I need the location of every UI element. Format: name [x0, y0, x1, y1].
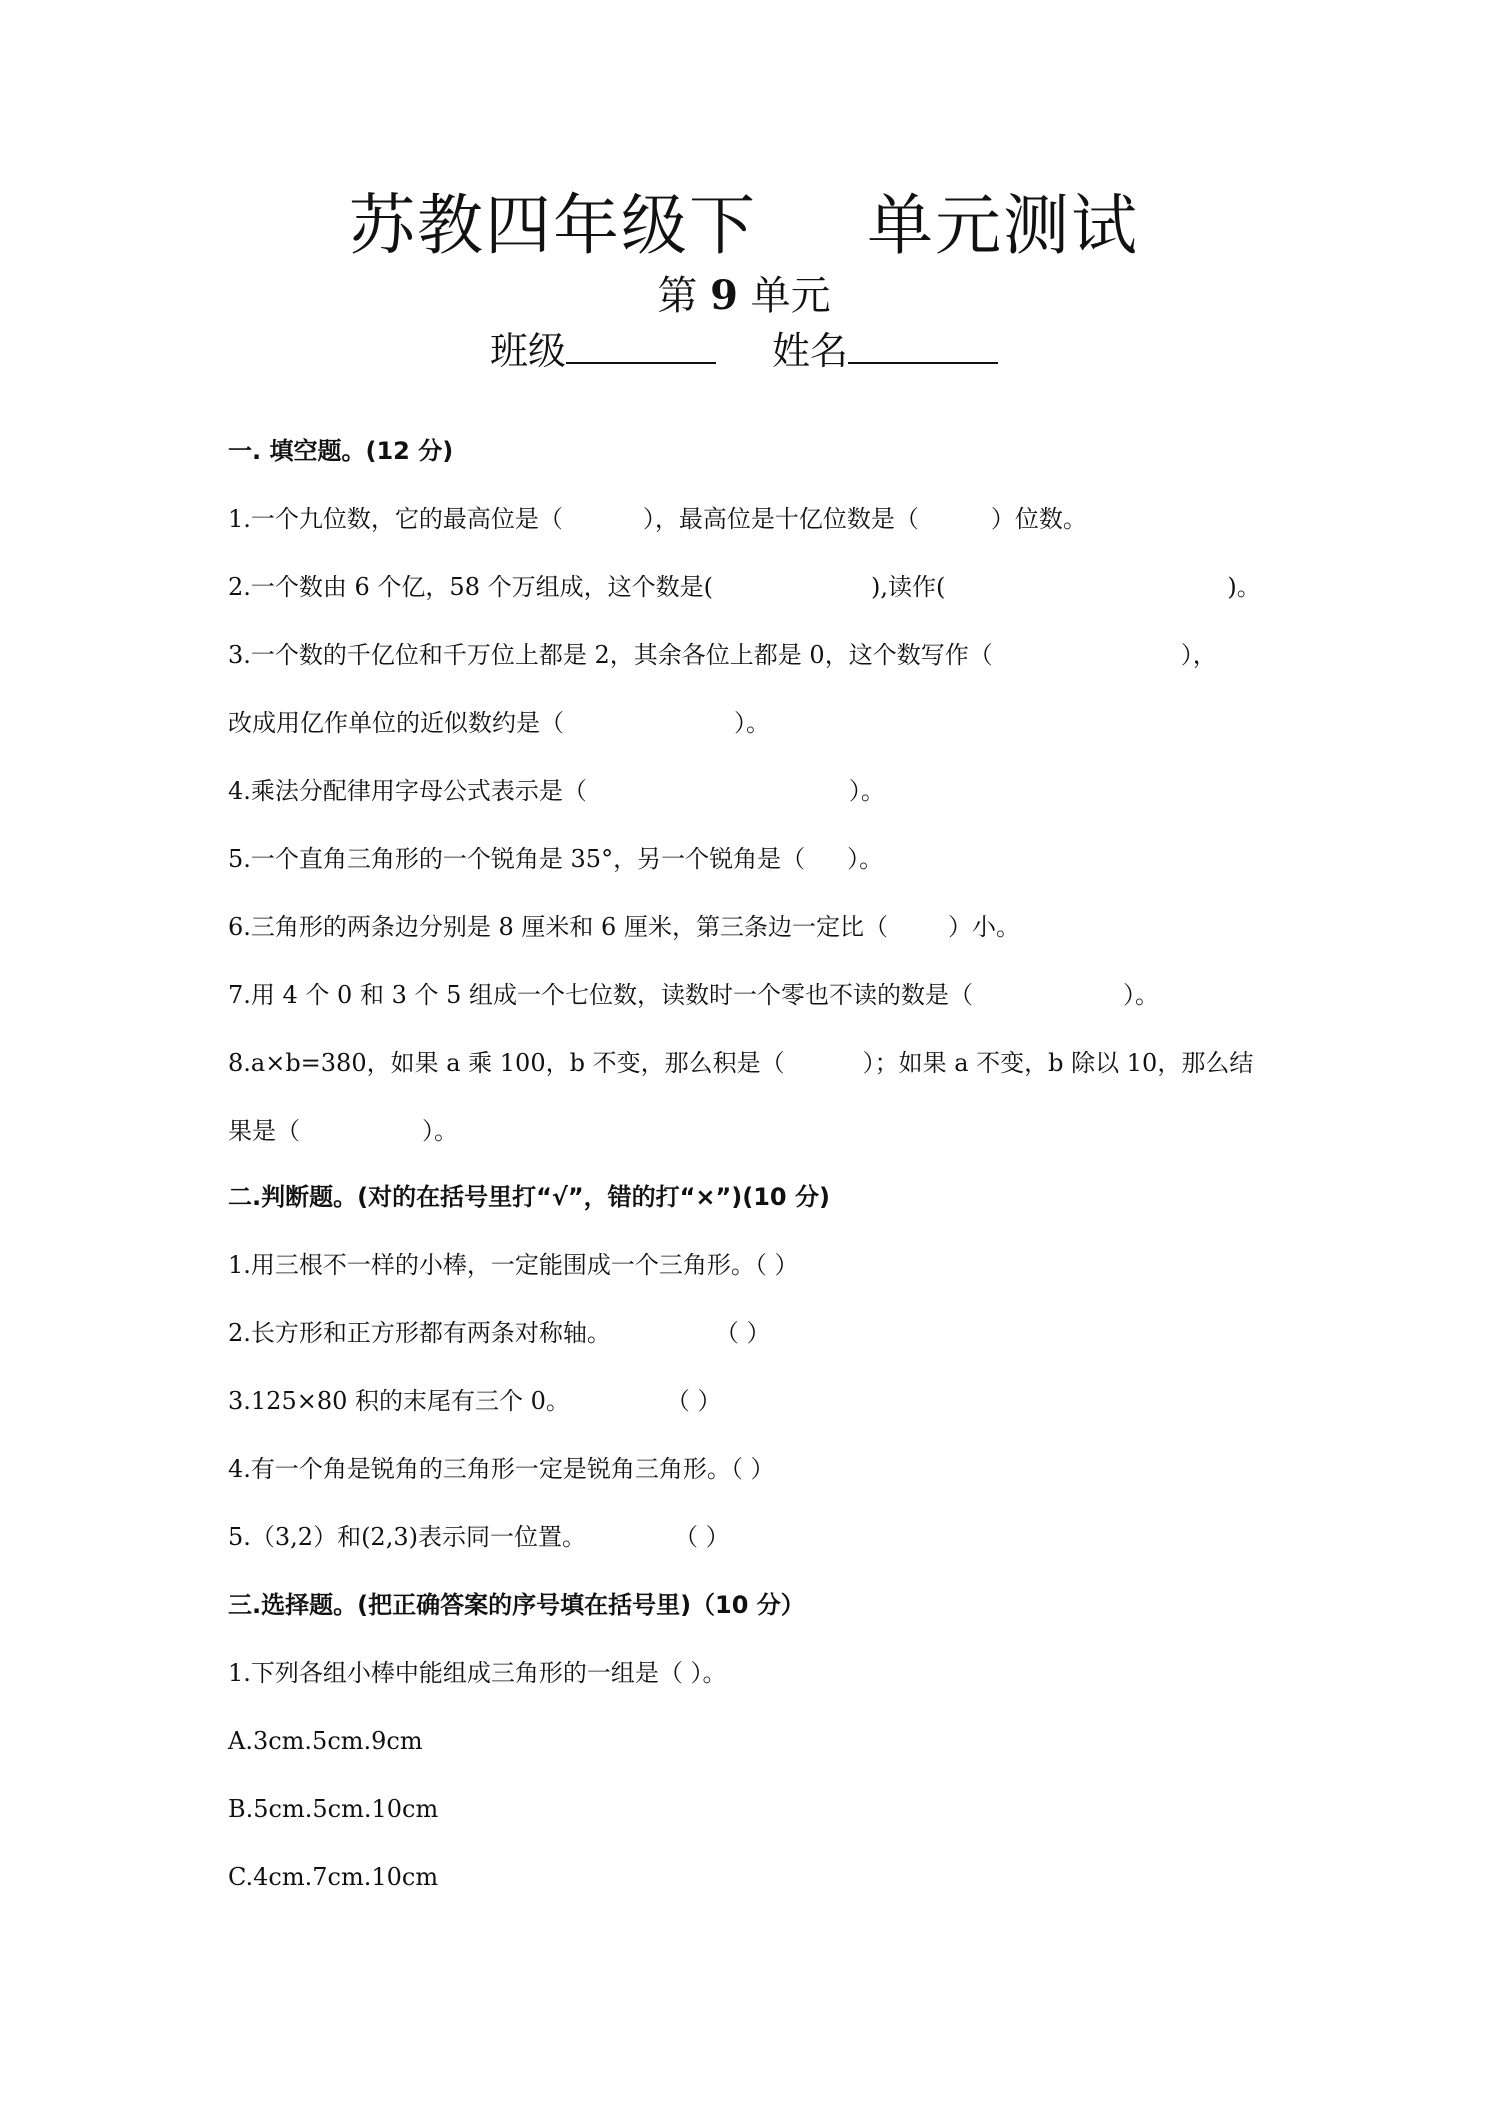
s2-q2-text: 2.长方形和正方形都有两条对称轴。 [228, 1319, 611, 1347]
s1-question-3-line2 [228, 706, 1308, 740]
s1-q4-part-a: 4.乘法分配律用字母公式表示是（ [228, 777, 587, 805]
s1-q5-part-a: 5.一个直角三角形的一个锐角是 35°，另一个锐角是（ [228, 845, 806, 873]
s2-question-1: 1.用三根不一样的小棒，一定能围成一个三角形。（ ） [228, 1251, 799, 1279]
subtitle-suffix: 单元 [750, 273, 831, 319]
s1-q7-part-a: 7.用 4 个 0 和 3 个 5 组成一个七位数，读数时一个零也不读的数是（ [228, 981, 974, 1009]
s2-q5-bracket: （ ） [673, 1523, 730, 1551]
s1-q3-part-a: 3.一个数的千亿位和千万位上都是 2，其余各位上都是 0，这个数写作（ [228, 641, 993, 669]
s2-q3-text: 3.125×80 积的末尾有三个 0。 [228, 1387, 570, 1415]
s3-option-b: B.5cm.5cm.10cm [228, 1795, 439, 1823]
s1-question-6 [228, 910, 1308, 944]
s2-q3-bracket: （ ） [665, 1387, 722, 1415]
s1-q2-part-a: 2.一个数由 6 个亿，58 个万组成，这个数是( [228, 573, 713, 601]
title-right: 单元测试 [867, 187, 1139, 264]
s1-q2-part-b: ),读作( [870, 573, 946, 601]
s2-question-4: 4.有一个角是锐角的三角形一定是锐角三角形。（ ） [228, 1455, 775, 1483]
s2-question-2 [228, 1316, 1308, 1350]
subtitle-number: 9 [710, 272, 738, 319]
s1-question-4 [228, 774, 1308, 808]
s2-question-3 [228, 1384, 1308, 1418]
class-label: 班级 [489, 329, 566, 373]
s1-q5-part-b: ）。 [847, 845, 884, 873]
s2-question-5 [228, 1520, 1308, 1554]
class-blank[interactable] [566, 322, 716, 364]
s1-q4-part-b: ）。 [848, 777, 885, 805]
name-blank[interactable] [848, 322, 998, 364]
s1-question-8-line2 [228, 1114, 1308, 1148]
s1-question-5 [228, 842, 1308, 876]
name-label: 姓名 [772, 329, 849, 373]
s1-q2-part-c: )。 [1227, 573, 1261, 601]
s2-q2-bracket: （ ） [714, 1319, 771, 1347]
s1-q8-line2-part-b: ）。 [422, 1117, 458, 1145]
s1-q6-part-a: 6.三角形的两条边分别是 8 厘米和 6 厘米，第三条边一定比（ [228, 913, 888, 941]
s1-question-1 [228, 502, 1308, 536]
s1-question-8 [228, 1046, 1308, 1080]
s1-q1-part-a: 1.一个九位数，它的最高位是（ [228, 505, 563, 533]
section3-heading: 三.选择题。(把正确答案的序号填在括号里)（10 分） [228, 1591, 805, 1619]
s3-option-c: C.4cm.7cm.10cm [228, 1863, 439, 1891]
s1-question-3 [228, 638, 1308, 672]
s1-q7-part-b: ）。 [1123, 981, 1160, 1009]
s1-question-2 [228, 570, 1308, 604]
subtitle-prefix: 第 [657, 273, 698, 319]
section1-heading: 一. 填空题。(12 分) [228, 437, 454, 465]
unit-subtitle [0, 268, 1488, 324]
page-title [0, 186, 1488, 266]
s1-q8-part-b: ）；如果 a 不变，b 除以 10，那么结 [862, 1049, 1254, 1077]
s1-q6-part-b: ）小。 [947, 913, 1020, 941]
s2-q5-text: 5.（3,2）和(2,3)表示同一位置。 [228, 1523, 586, 1551]
s1-q8-line2-part-a: 果是（ [228, 1117, 300, 1145]
s1-q3-line2-part-a: 改成用亿作单位的近似数约是（ [228, 709, 564, 737]
s1-q1-part-b: ），最高位是十亿位数是（ [642, 505, 919, 533]
s1-q3-line2-part-b: ）。 [734, 709, 770, 737]
s1-q8-part-a: 8.a×b=380，如果 a 乘 100，b 不变，那么积是（ [228, 1049, 785, 1077]
s3-option-a: A.3cm.5cm.9cm [228, 1727, 423, 1755]
student-info-row [0, 322, 1488, 379]
s1-q3-part-b: ）， [1180, 641, 1217, 669]
s1-question-7 [228, 978, 1308, 1012]
section2-heading: 二.判断题。(对的在括号里打“√”，错的打“×”)(10 分) [228, 1183, 830, 1211]
s1-q1-part-c: ）位数。 [990, 505, 1087, 533]
title-left: 苏教四年级下 [349, 187, 757, 264]
s3-question-1: 1.下列各组小棒中能组成三角形的一组是（ ）。 [228, 1659, 727, 1687]
